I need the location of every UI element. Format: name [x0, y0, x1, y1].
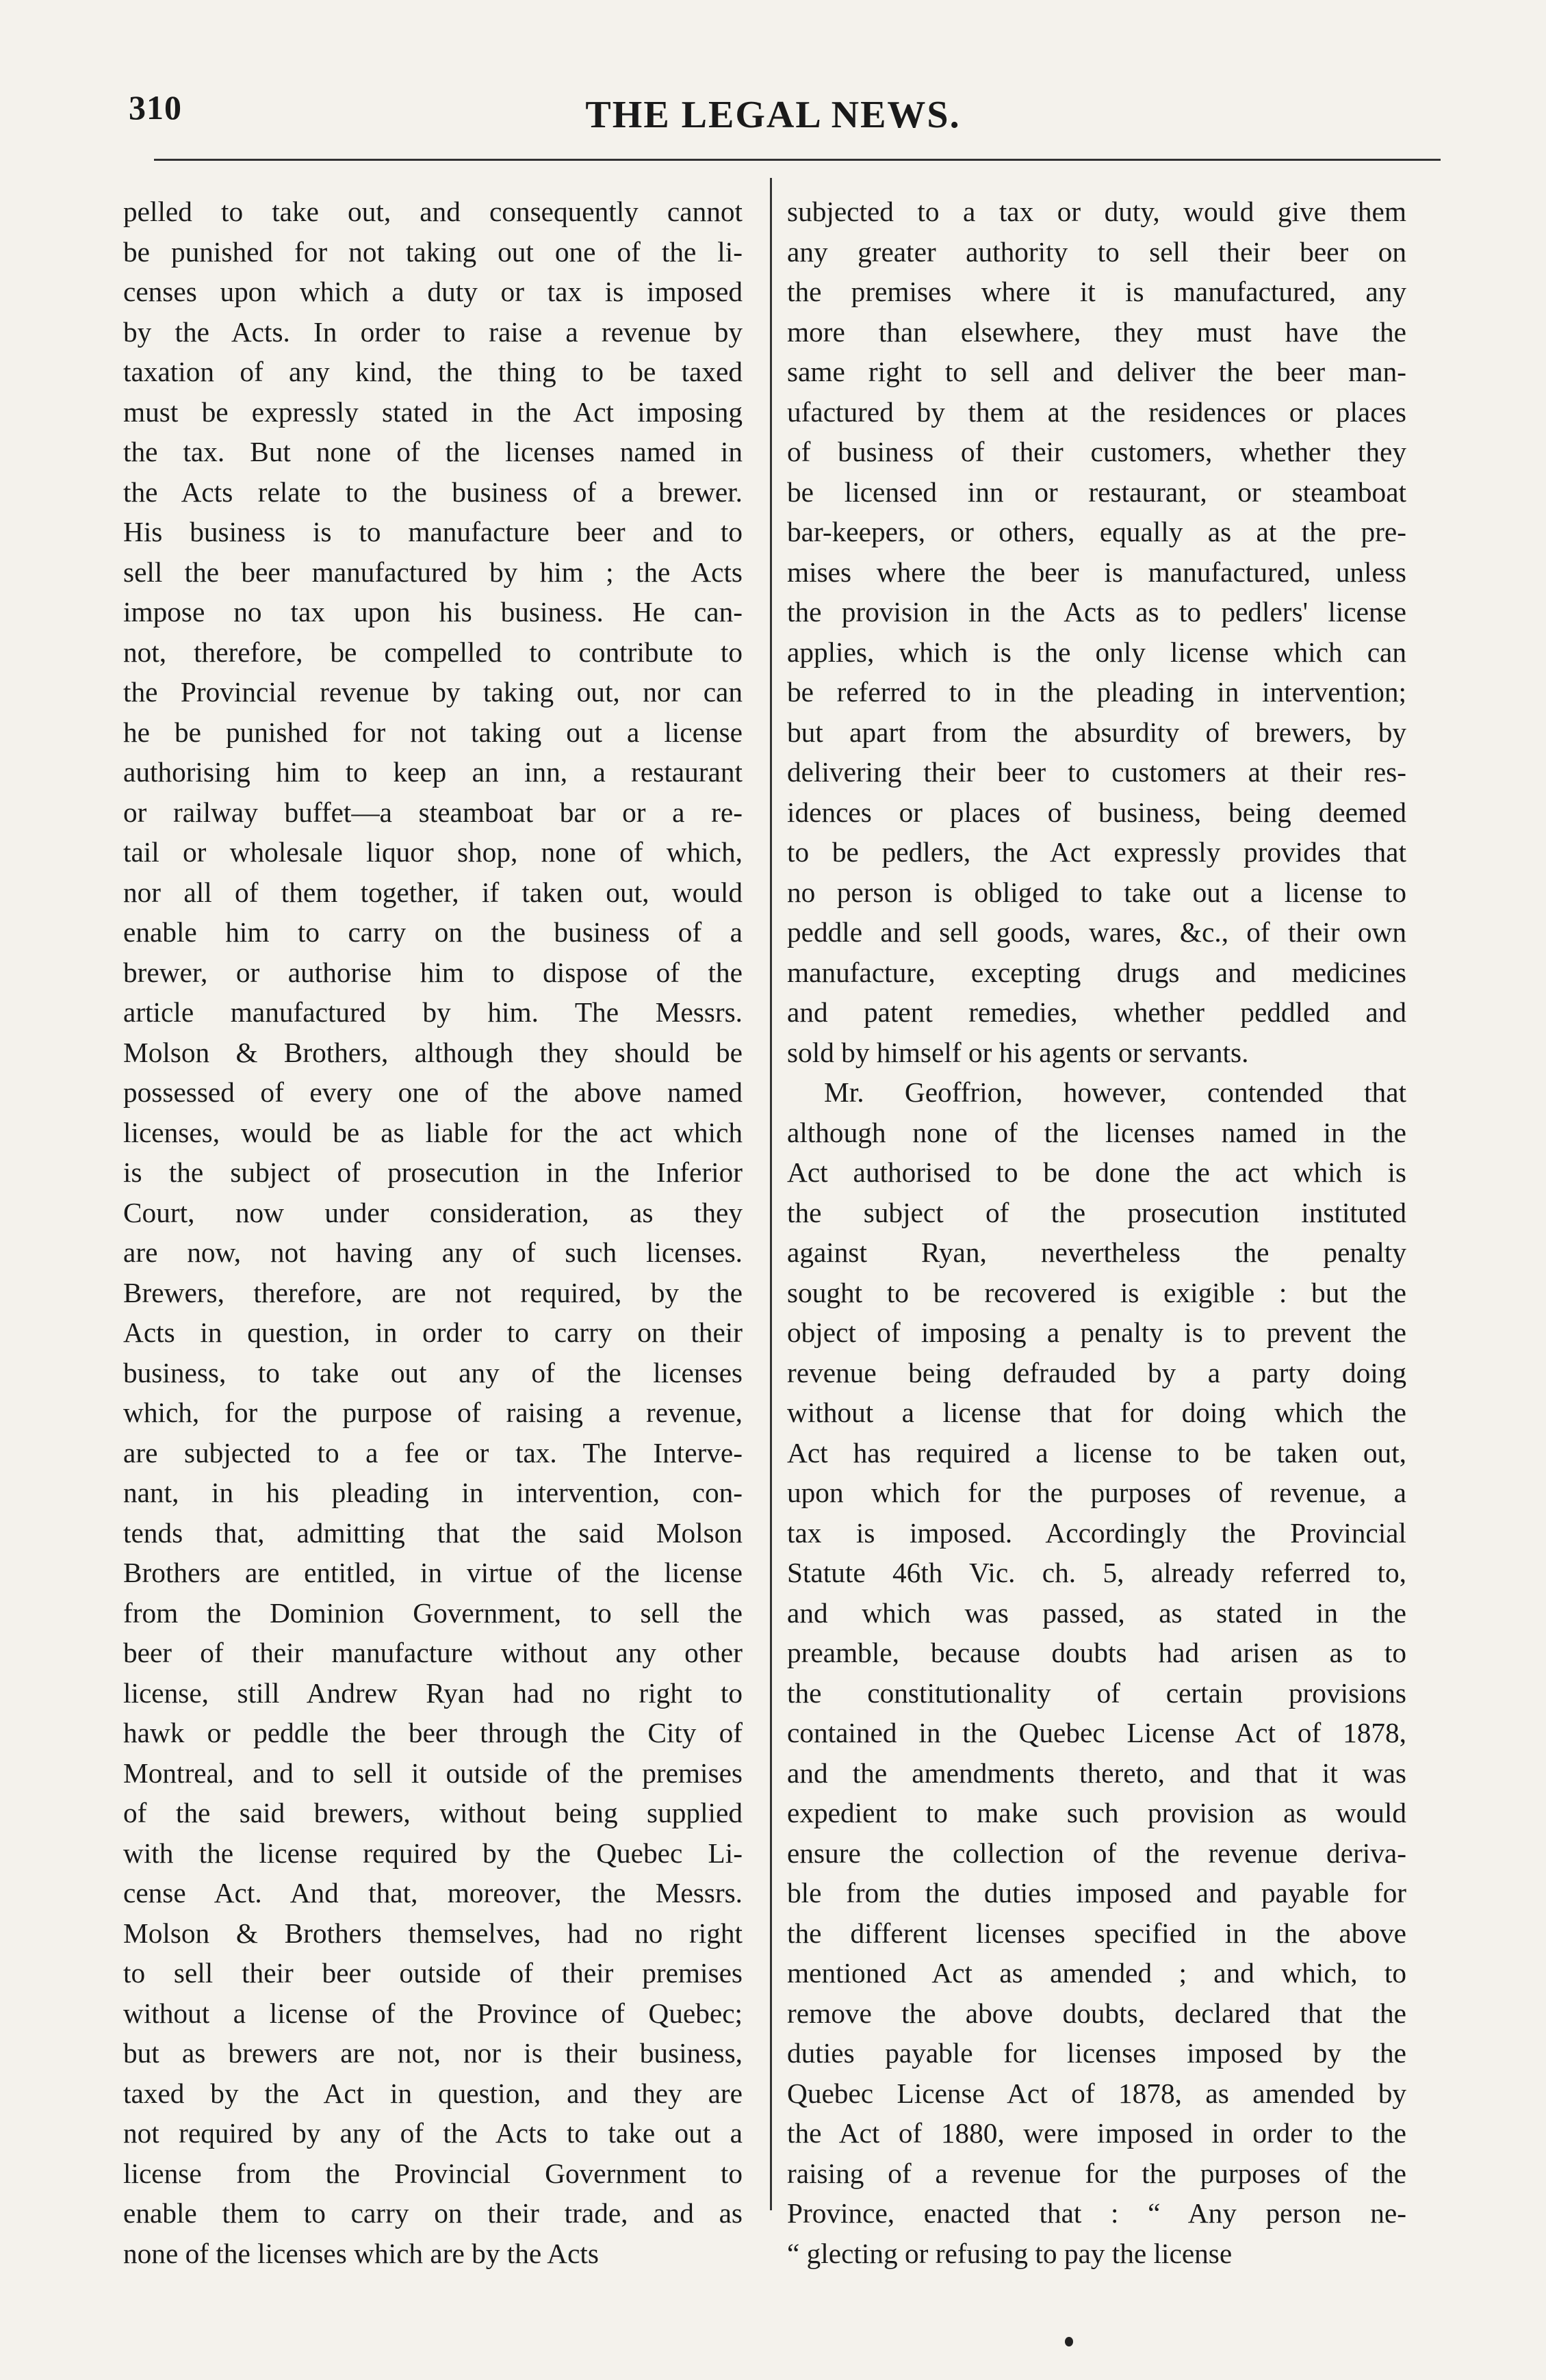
text-line: any greater authority to sell their beer on [787, 235, 1406, 268]
text-line: the different licenses specified in the above [787, 1917, 1406, 1949]
text-line: Statute 46th Vic. ch. 5, already referred to, [787, 1557, 1406, 1588]
text-line: sought to be recovered is exigible : but the [787, 1276, 1406, 1308]
text-line: “ glecting or refusing to pay the license [787, 2237, 1233, 2269]
text-line: Act authorised to be done the act which is [787, 1156, 1406, 1188]
text-line: delivering their beer to customers at their res- [787, 756, 1406, 788]
text-line: peddle and sell goods, wares, &c., of their own [787, 916, 1406, 948]
text-line: applies, which is the only license which can [787, 636, 1406, 668]
text-line: although none of the licenses named in the [787, 1116, 1406, 1148]
ink-spot [1065, 2337, 1073, 2346]
text-line: the Act of 1880, were imposed in order to the [787, 2117, 1406, 2149]
text-line: Brothers are entitled, in virtue of the license [123, 1557, 743, 1588]
text-line: be licensed inn or restaurant, or steamboat [787, 476, 1406, 508]
text-line: Molson & Brothers themselves, had no right [123, 1917, 743, 1949]
text-line: Quebec License Act of 1878, as amended by [787, 2077, 1406, 2109]
text-line: or railway buffet—a steamboat bar or a re- [123, 796, 743, 828]
text-line: license, still Andrew Ryan had no right to [123, 1677, 743, 1709]
text-line: mises where the beer is manufactured, unless [787, 556, 1406, 588]
text-line: without a license that for doing which the [787, 1397, 1406, 1428]
text-line: be referred to in the pleading in intervention; [787, 676, 1406, 708]
text-line: enable them to carry on their trade, and as [123, 2197, 743, 2229]
text-line: sell the beer manufactured by him ; the Acts [123, 556, 743, 588]
text-line: nant, in his pleading in intervention, con- [123, 1477, 743, 1508]
text-line: hawk or peddle the beer through the City of [123, 1717, 743, 1748]
text-line: nor all of them together, if taken out, would [123, 876, 743, 908]
text-line: must be expressly stated in the Act imposing [123, 396, 743, 428]
text-line: expedient to make such provision as would [787, 1797, 1406, 1828]
column-divider [770, 178, 772, 2210]
text-line: of the said brewers, without being supplied [123, 1797, 743, 1828]
text-line: and which was passed, as stated in the [787, 1596, 1406, 1629]
text-line: Montreal, and to sell it outside of the premises [123, 1757, 743, 1789]
text-line: duties payable for licenses imposed by the [787, 2037, 1406, 2069]
text-line: the premises where it is manufactured, any [787, 276, 1406, 307]
text-line: ensure the collection of the revenue deriva- [787, 1837, 1406, 1869]
text-line: license from the Provincial Government to [123, 2157, 743, 2189]
text-line: object of imposing a penalty is to prevent the [787, 1317, 1406, 1348]
text-line: and the amendments thereto, and that it was [787, 1757, 1406, 1789]
text-line: beer of their manufacture without any other [123, 1637, 743, 1668]
text-line: enable him to carry on the business of a [123, 916, 743, 948]
text-line: remove the above doubts, declared that the [787, 1997, 1406, 2029]
text-line: licenses, would be as liable for the act which [123, 1116, 743, 1148]
text-line: Brewers, therefore, are not required, by the [123, 1276, 743, 1308]
text-line: tends that, admitting that the said Molson [123, 1516, 743, 1549]
text-line: tail or wholesale liquor shop, none of which, [123, 836, 743, 868]
text-line: idences or places of business, being deemed [787, 796, 1406, 828]
text-line: brewer, or authorise him to dispose of the [123, 956, 743, 988]
text-line: the tax. But none of the licenses named in [123, 436, 743, 467]
text-line: he be punished for not taking out a license [123, 716, 743, 748]
text-line: but as brewers are not, nor is their business, [123, 2037, 743, 2069]
text-line: contained in the Quebec License Act of 1878, [787, 1717, 1406, 1748]
text-line: of business of their customers, whether they [787, 436, 1406, 467]
text-line: ble from the duties imposed and payable for [787, 1877, 1406, 1909]
text-line: same right to sell and deliver the beer man- [787, 356, 1406, 387]
text-line: ufactured by them at the residences or places [787, 396, 1406, 428]
text-line: is the subject of prosecution in the Inferior [123, 1156, 743, 1188]
text-line: His business is to manufacture beer and to [123, 516, 743, 547]
text-line: manufacture, excepting drugs and medicines [787, 956, 1406, 988]
text-line: possessed of every one of the above named [123, 1076, 743, 1108]
text-line: Province, enacted that : “ Any person ne- [787, 2197, 1406, 2229]
text-line: no person is obliged to take out a license to [787, 876, 1406, 908]
text-line: taxed by the Act in question, and they are [123, 2077, 743, 2109]
text-line: tax is imposed. Accordingly the Provincial [787, 1516, 1406, 1549]
text-line: not required by any of the Acts to take out a [123, 2117, 743, 2149]
text-line: censes upon which a duty or tax is imposed [123, 276, 743, 307]
text-line: impose no tax upon his business. He can- [123, 596, 743, 628]
text-line: business, to take out any of the licenses [123, 1356, 743, 1388]
text-line: with the license required by the Quebec Li- [123, 1837, 743, 1869]
text-line: more than elsewhere, they must have the [787, 315, 1406, 348]
text-line: are subjected to a fee or tax. The Interve- [123, 1436, 743, 1469]
text-line: to sell their beer outside of their premises [123, 1957, 743, 1989]
text-line: bar-keepers, or others, equally as at the pre- [787, 516, 1406, 547]
text-line: which, for the purpose of raising a revenue, [123, 1397, 743, 1428]
text-line: not, therefore, be compelled to contribute to [123, 636, 743, 668]
text-line: taxation of any kind, the thing to be taxed [123, 356, 743, 387]
text-line: be punished for not taking out one of the li- [123, 235, 743, 268]
text-line: without a license of the Province of Quebec; [123, 1997, 743, 2029]
text-line: but apart from the absurdity of brewers, by [787, 716, 1406, 748]
text-line: the provision in the Acts as to pedlers' license [787, 596, 1406, 628]
left-column [123, 192, 743, 2273]
text-line: against Ryan, nevertheless the penalty [787, 1237, 1406, 1268]
text-line: upon which for the purposes of revenue, a [787, 1477, 1406, 1508]
text-line: none of the licenses which are by the Acts [123, 2237, 599, 2269]
text-line: preamble, because doubts had arisen as to [787, 1637, 1406, 1668]
header-rule [154, 159, 1441, 161]
text-line: by the Acts. In order to raise a revenue by [123, 315, 743, 348]
text-line: the constitutionality of certain provisions [787, 1677, 1406, 1709]
text-line: the subject of the prosecution instituted [787, 1196, 1406, 1228]
text-line: revenue being defrauded by a party doing [787, 1356, 1406, 1388]
text-line: to be pedlers, the Act expressly provides that [787, 836, 1406, 868]
text-line: pelled to take out, and consequently cannot [123, 196, 743, 227]
text-line: sold by himself or his agents or servants. [787, 1036, 1249, 1068]
text-line: from the Dominion Government, to sell the [123, 1596, 743, 1629]
text-line: are now, not having any of such licenses. [123, 1237, 743, 1268]
text-line: the Acts relate to the business of a brewer. [123, 476, 743, 508]
text-line: the Provincial revenue by taking out, nor can [123, 676, 743, 708]
text-line: and patent remedies, whether peddled and [787, 996, 1406, 1028]
text-line: subjected to a tax or duty, would give them [787, 196, 1406, 227]
text-line: Acts in question, in order to carry on their [123, 1317, 743, 1348]
text-line: Act has required a license to be taken out, [787, 1436, 1406, 1469]
right-column [787, 192, 1406, 2273]
text-line: Court, now under consideration, as they [123, 1196, 743, 1228]
running-title: THE LEGAL NEWS. [585, 94, 961, 136]
text-line: raising of a revenue for the purposes of the [787, 2157, 1406, 2189]
page-number: 310 [129, 88, 182, 127]
text-line: mentioned Act as amended ; and which, to [787, 1957, 1406, 1989]
text-line: Molson & Brothers, although they should be [123, 1036, 743, 1068]
text-line: article manufactured by him. The Messrs. [123, 996, 743, 1028]
text-line: Mr. Geoffrion, however, contended that [824, 1076, 1406, 1108]
text-line: cense Act. And that, moreover, the Messrs. [123, 1877, 743, 1909]
text-line: authorising him to keep an inn, a restaurant [123, 756, 743, 788]
